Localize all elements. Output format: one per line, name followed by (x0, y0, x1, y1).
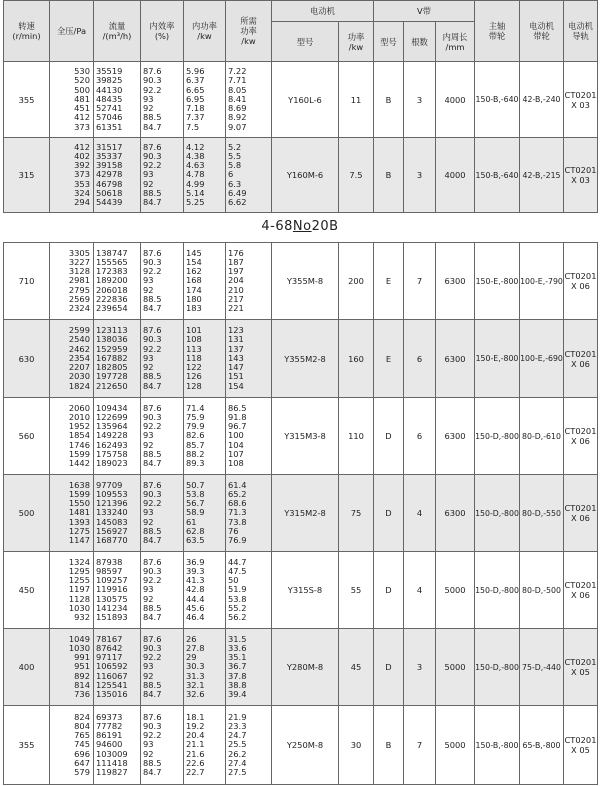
cell-required-power: 61.4 65.2 68.6 71.3 73.8 76 76.9 (226, 475, 272, 552)
cell-belt-length: 4000 (436, 62, 475, 138)
cell-pressure: 1638 1599 1550 1481 1393 1275 1147 (50, 475, 94, 552)
cell-flow: 123113 138036 152959 167882 182805 197728 212650 (94, 320, 141, 398)
cell-spindle-pulley: 150-B,-800 (475, 706, 520, 785)
subtitle-suffix: 20B (311, 219, 339, 234)
cell-required-power: 176 187 197 204 210 217 221 (226, 243, 272, 320)
cell-motor-pulley: 100-E,-690 (520, 320, 564, 398)
cell-efficiency: 87.6 90.3 92.2 93 92 88.5 84.7 (141, 706, 184, 785)
cell-efficiency: 87.6 90.3 92.2 93 92 88.5 84.7 (141, 138, 184, 213)
cell-motor-rail: CT0201 X 05 (564, 706, 598, 785)
cell-belt-length: 4000 (436, 138, 475, 213)
cell-motor-power: 200 (339, 243, 374, 320)
cell-motor-rail: CT0201 X 03 (564, 138, 598, 213)
cell-belt-model: D (374, 552, 404, 629)
header-pressure: 全压/Pa (50, 1, 94, 62)
cell-motor-model: Y355M-8 (272, 243, 339, 320)
cell-belt-length: 6300 (436, 320, 475, 398)
cell-motor-power: 11 (339, 62, 374, 138)
header-flow: 流量 /(m³/h) (94, 1, 141, 62)
model-subtitle (0, 219, 600, 234)
cell-speed: 355 (4, 62, 50, 138)
header-required-power: 所需 功率 /kw (226, 1, 272, 62)
cell-motor-model: Y315M3-8 (272, 398, 339, 475)
cell-internal-power: 145 154 162 168 174 180 183 (184, 243, 226, 320)
cell-speed: 710 (4, 243, 50, 320)
cell-required-power: 21.9 23.3 24.7 25.5 26.2 27.4 27.5 (226, 706, 272, 785)
cell-flow: 109434 122699 135964 149228 162493 175758 189023 (94, 398, 141, 475)
cell-motor-model: Y160L-6 (272, 62, 339, 138)
cell-flow: 78167 87642 97117 106592 116067 125541 135016 (94, 629, 141, 706)
cell-spindle-pulley: 150-D,-800 (475, 552, 520, 629)
header-speed: 转速 (r/min) (4, 1, 50, 62)
cell-spindle-pulley: 150-B,-640 (475, 62, 520, 138)
cell-pressure: 3305 3227 3128 2981 2795 2569 2324 (50, 243, 94, 320)
cell-internal-power: 26 27.8 29 30.3 31.3 32.1 32.6 (184, 629, 226, 706)
cell-belt-model: B (374, 62, 404, 138)
cell-belt-model: D (374, 475, 404, 552)
cell-speed: 400 (4, 629, 50, 706)
fan-table-bottom (3, 242, 598, 785)
table-row (4, 62, 598, 138)
cell-motor-pulley: 42-B,-240 (520, 62, 564, 138)
cell-motor-power: 55 (339, 552, 374, 629)
header-belt-length: 内周长 /mm (436, 22, 475, 62)
header-spindle-pulley: 主轴 带轮 (475, 1, 520, 62)
fan-table-top (3, 0, 598, 213)
subtitle-prefix: 4-68 (261, 219, 293, 234)
cell-motor-power: 110 (339, 398, 374, 475)
cell-motor-pulley: 75-D,-440 (520, 629, 564, 706)
header-efficiency: 内效率 (%) (141, 1, 184, 62)
cell-belt-length: 5000 (436, 706, 475, 785)
cell-belt-count: 3 (404, 62, 436, 138)
header-motor-rail: 电动机 导轨 (564, 1, 598, 62)
cell-required-power: 5.2 5.5 5.8 6 6.3 6.49 6.62 (226, 138, 272, 213)
header-belt: V带 (374, 1, 475, 22)
cell-spindle-pulley: 150-D,-800 (475, 398, 520, 475)
cell-internal-power: 5.96 6.37 6.65 6.95 7.18 7.37 7.5 (184, 62, 226, 138)
cell-required-power: 31.5 33.6 35.1 36.7 37.8 38.8 39.4 (226, 629, 272, 706)
cell-pressure: 824 804 765 745 696 647 579 (50, 706, 94, 785)
cell-efficiency: 87.6 90.3 92.2 93 92 88.5 84.7 (141, 552, 184, 629)
header-belt-model: 型号 (374, 22, 404, 62)
cell-flow: 138747 155565 172383 189200 206018 222836 239654 (94, 243, 141, 320)
table-row (4, 629, 598, 706)
cell-motor-rail: CT0201 X 06 (564, 320, 598, 398)
cell-belt-count: 4 (404, 552, 436, 629)
cell-spindle-pulley: 150-E,-800 (475, 320, 520, 398)
cell-pressure: 530 520 500 481 451 412 373 (50, 62, 94, 138)
cell-motor-model: Y315M2-8 (272, 475, 339, 552)
cell-motor-pulley: 80-D,-500 (520, 552, 564, 629)
cell-pressure: 2599 2540 2462 2354 2207 2030 1824 (50, 320, 94, 398)
cell-belt-count: 6 (404, 398, 436, 475)
cell-belt-model: E (374, 243, 404, 320)
cell-belt-length: 5000 (436, 629, 475, 706)
table-row (4, 243, 598, 320)
cell-spindle-pulley: 150-B,-640 (475, 138, 520, 213)
cell-belt-model: E (374, 320, 404, 398)
cell-motor-pulley: 80-D,-610 (520, 398, 564, 475)
cell-efficiency: 87.6 90.3 92.2 93 92 88.5 84.7 (141, 629, 184, 706)
cell-motor-pulley: 100-E,-790 (520, 243, 564, 320)
cell-required-power: 7.22 7.71 8.05 8.41 8.69 8.92 9.07 (226, 62, 272, 138)
cell-pressure: 2060 2010 1952 1854 1746 1599 1442 (50, 398, 94, 475)
cell-efficiency: 87.6 90.3 92.2 93 92 88.5 84.7 (141, 320, 184, 398)
cell-spindle-pulley: 150-E,-800 (475, 243, 520, 320)
cell-belt-model: D (374, 629, 404, 706)
cell-internal-power: 4.12 4.38 4.63 4.78 4.99 5.14 5.25 (184, 138, 226, 213)
cell-internal-power: 36.9 39.3 41.3 42.8 44.4 45.6 46.4 (184, 552, 226, 629)
cell-belt-count: 3 (404, 629, 436, 706)
header-belt-count: 根数 (404, 22, 436, 62)
table-row (4, 398, 598, 475)
cell-motor-power: 160 (339, 320, 374, 398)
cell-speed: 560 (4, 398, 50, 475)
cell-flow: 87938 98597 109257 119916 130575 141234 151893 (94, 552, 141, 629)
cell-required-power: 123 131 137 143 147 151 154 (226, 320, 272, 398)
cell-belt-count: 6 (404, 320, 436, 398)
cell-motor-power: 7.5 (339, 138, 374, 213)
cell-flow: 97709 109553 121396 133240 145083 156927 168770 (94, 475, 141, 552)
cell-required-power: 44.7 47.5 50 51.9 53.8 55.2 56.2 (226, 552, 272, 629)
cell-pressure: 1049 1030 991 951 892 814 736 (50, 629, 94, 706)
cell-motor-rail: CT0201 X 06 (564, 475, 598, 552)
cell-belt-count: 7 (404, 243, 436, 320)
cell-belt-count: 7 (404, 706, 436, 785)
table-row (4, 320, 598, 398)
cell-internal-power: 71.4 75.9 79.9 82.6 85.7 88.2 89.3 (184, 398, 226, 475)
cell-belt-length: 6300 (436, 243, 475, 320)
header-motor: 电动机 (272, 1, 374, 22)
cell-belt-model: D (374, 398, 404, 475)
cell-flow: 35519 39825 44130 48435 52741 57046 61351 (94, 62, 141, 138)
cell-internal-power: 101 108 113 118 122 126 128 (184, 320, 226, 398)
cell-internal-power: 50.7 53.8 56.7 58.9 61 62.8 63.5 (184, 475, 226, 552)
header-internal-power: 内功率 /kw (184, 1, 226, 62)
cell-motor-power: 30 (339, 706, 374, 785)
cell-belt-model: B (374, 706, 404, 785)
cell-speed: 450 (4, 552, 50, 629)
cell-required-power: 86.5 91.8 96.7 100 104 107 108 (226, 398, 272, 475)
cell-motor-model: Y355M2-8 (272, 320, 339, 398)
table-row (4, 138, 598, 213)
cell-belt-count: 3 (404, 138, 436, 213)
cell-motor-model: Y315S-8 (272, 552, 339, 629)
cell-motor-model: Y160M-6 (272, 138, 339, 213)
cell-belt-model: B (374, 138, 404, 213)
cell-spindle-pulley: 150-D,-800 (475, 475, 520, 552)
cell-motor-rail: CT0201 X 06 (564, 243, 598, 320)
cell-efficiency: 87.6 90.3 92.2 93 92 88.5 84.7 (141, 62, 184, 138)
cell-speed: 355 (4, 706, 50, 785)
header-motor-model: 型号 (272, 22, 339, 62)
table-row (4, 706, 598, 785)
cell-speed: 500 (4, 475, 50, 552)
cell-belt-length: 6300 (436, 398, 475, 475)
cell-pressure: 1324 1295 1255 1197 1128 1030 932 (50, 552, 94, 629)
cell-speed: 315 (4, 138, 50, 213)
cell-efficiency: 87.6 90.3 92.2 93 92 88.5 84.7 (141, 475, 184, 552)
cell-flow: 31517 35337 39158 42978 46798 50618 54439 (94, 138, 141, 213)
cell-internal-power: 18.1 19.2 20.4 21.1 21.6 22.6 22.7 (184, 706, 226, 785)
cell-belt-length: 6300 (436, 475, 475, 552)
cell-motor-rail: CT0201 X 03 (564, 62, 598, 138)
cell-motor-rail: CT0201 X 06 (564, 552, 598, 629)
cell-speed: 630 (4, 320, 50, 398)
cell-motor-power: 45 (339, 629, 374, 706)
subtitle-no: No (292, 219, 312, 234)
cell-efficiency: 87.6 90.3 92.2 93 92 88.5 84.7 (141, 243, 184, 320)
cell-motor-model: Y250M-8 (272, 706, 339, 785)
table-row (4, 475, 598, 552)
cell-pressure: 412 402 392 373 353 324 294 (50, 138, 94, 213)
cell-motor-model: Y280M-8 (272, 629, 339, 706)
cell-flow: 69373 77782 86191 94600 103009 111418 119827 (94, 706, 141, 785)
cell-motor-pulley: 65-B,-800 (520, 706, 564, 785)
cell-motor-rail: CT0201 X 06 (564, 398, 598, 475)
cell-motor-pulley: 42-B,-215 (520, 138, 564, 213)
cell-efficiency: 87.6 90.3 92.2 93 92 88.5 84.7 (141, 398, 184, 475)
cell-motor-pulley: 80-D,-550 (520, 475, 564, 552)
cell-belt-count: 4 (404, 475, 436, 552)
cell-motor-power: 75 (339, 475, 374, 552)
header-motor-power: 功率 /kw (339, 22, 374, 62)
header-motor-pulley: 电动机 带轮 (520, 1, 564, 62)
cell-motor-rail: CT0201 X 05 (564, 629, 598, 706)
cell-spindle-pulley: 150-D,-800 (475, 629, 520, 706)
cell-belt-length: 5000 (436, 552, 475, 629)
table-row (4, 552, 598, 629)
